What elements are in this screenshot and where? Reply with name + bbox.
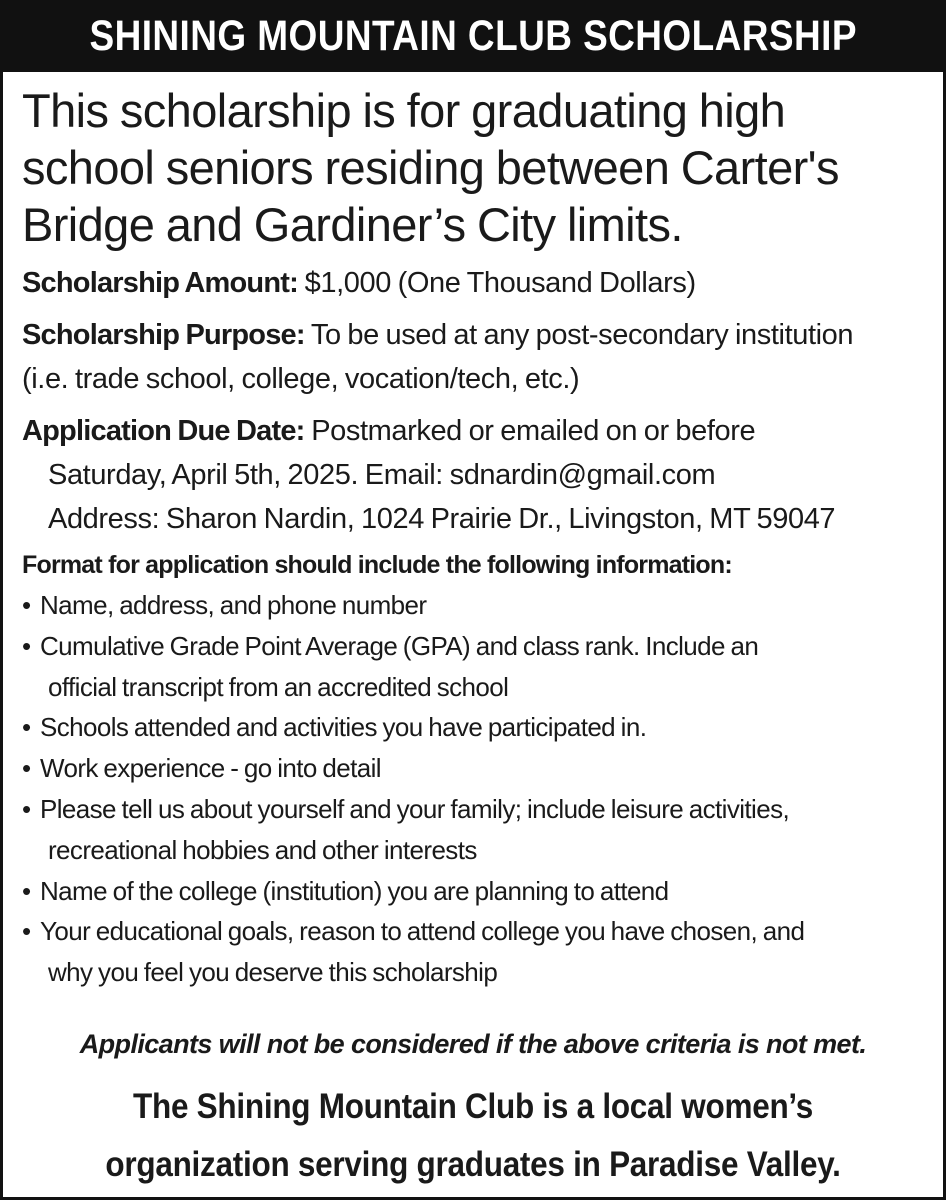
list-item: • Cumulative Grade Point Average (GPA) and class rank. Include an official transcript from an accredited school xyxy=(22,626,922,708)
purpose-value: To be used at any post-secondary institution xyxy=(310,319,854,351)
footer-line: The Shining Mountain Club is a local women’s xyxy=(132,1087,814,1126)
format-heading: Format for application should include the following information: xyxy=(22,551,732,579)
scholarship-purpose xyxy=(22,313,922,401)
due-date-value: Postmarked or emailed on or before xyxy=(311,415,756,447)
bullet-icon: • xyxy=(22,630,31,661)
scholarship-amount xyxy=(22,261,922,305)
intro-line: school seniors residing between Carter's xyxy=(22,141,839,194)
list-item: • Please tell us about yourself and your family; include leisure activities, recreational hobbies and other interests xyxy=(22,789,922,871)
bullet-icon: • xyxy=(22,875,31,906)
intro-line: Bridge and Gardiner’s City limits. xyxy=(22,198,683,251)
due-date-address: Address: Sharon Nardin, 1024 Prairie Dr., Livingston, MT 59047 xyxy=(48,503,836,535)
list-item: • Schools attended and activities you have participated in. xyxy=(22,707,922,748)
content-body xyxy=(22,82,922,993)
application-due-date xyxy=(22,409,922,541)
list-item: • Your educational goals, reason to attend college you have chosen, and why you feel you deserve this scholarship xyxy=(22,911,922,993)
intro-line: This scholarship is for graduating high xyxy=(22,84,786,137)
due-date-label: Application Due Date: xyxy=(22,415,305,447)
intro-paragraph xyxy=(22,82,922,253)
club-description xyxy=(0,1078,946,1194)
footer-line: organization serving graduates in Paradise Valley. xyxy=(105,1145,841,1184)
page-title: SHINING MOUNTAIN CLUB SCHOLARSHIP xyxy=(89,11,857,60)
purpose-label: Scholarship Purpose: xyxy=(22,319,305,351)
bullet-icon: • xyxy=(22,753,31,784)
due-date-email: Saturday, April 5th, 2025. Email: sdnardin@gmail.com xyxy=(48,459,716,491)
amount-value: $1,000 (One Thousand Dollars) xyxy=(304,267,696,299)
list-item: • Work experience - go into detail xyxy=(22,748,922,789)
bullet-icon: • xyxy=(22,793,31,824)
list-item: • Name, address, and phone number xyxy=(22,585,922,626)
bullet-icon: • xyxy=(22,590,31,620)
amount-label: Scholarship Amount: xyxy=(22,267,298,299)
requirements-list xyxy=(22,585,922,993)
purpose-value-continued: (i.e. trade school, college, vocation/tech, etc.) xyxy=(22,363,580,395)
header-banner xyxy=(0,0,946,72)
list-item: • Name of the college (institution) you are planning to attend xyxy=(22,871,922,912)
bullet-icon: • xyxy=(22,916,31,947)
criteria-warning: Applicants will not be considered if the above criteria is not met. xyxy=(79,1029,867,1059)
bullet-icon: • xyxy=(22,712,31,743)
